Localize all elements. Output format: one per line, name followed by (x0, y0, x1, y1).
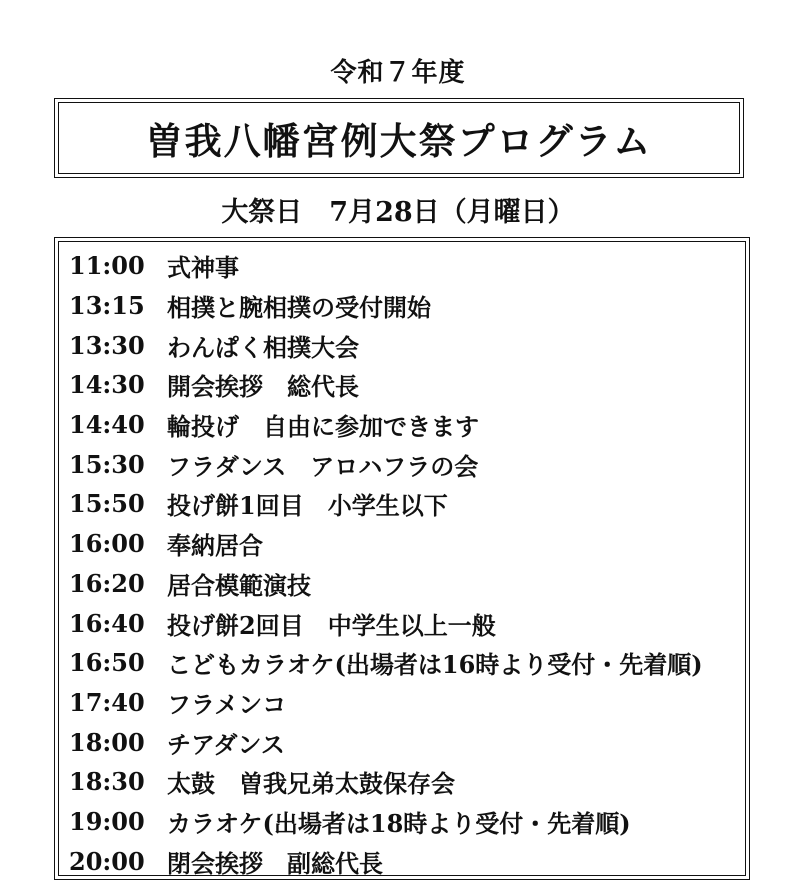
schedule-row (59, 325, 745, 365)
schedule-event: フラダンス アロハフラの会 (167, 451, 479, 481)
schedule-row (59, 841, 745, 881)
schedule-row (59, 286, 745, 326)
schedule-row (59, 484, 745, 524)
schedule-time: 14:40 (69, 410, 145, 440)
schedule-event: 投げ餅2回目 中学生以上一般 (167, 610, 496, 640)
schedule-time: 14:30 (69, 370, 145, 400)
schedule-event: チアダンス (167, 729, 285, 759)
schedule-event: 開会挨拶 総代長 (167, 372, 359, 402)
schedule-time: 13:15 (69, 291, 145, 321)
schedule-row (59, 683, 745, 723)
schedule-row (59, 246, 745, 286)
schedule-time: 16:00 (69, 529, 145, 559)
schedule-event: カラオケ(出場者は18時より受付・先着順) (167, 808, 631, 838)
schedule-time: 15:50 (69, 489, 145, 519)
schedule-row (59, 405, 745, 445)
schedule-time: 11:00 (69, 251, 145, 281)
page-title: 曽我八幡宮例大祭プログラム (145, 119, 653, 163)
schedule-time: 20:00 (69, 846, 145, 876)
schedule-row (59, 603, 745, 643)
schedule-event: 閉会挨拶 副総代長 (167, 848, 383, 878)
schedule-list (59, 246, 745, 881)
schedule-time: 16:40 (69, 608, 145, 638)
schedule-frame-inner (58, 241, 746, 876)
schedule-frame (54, 237, 750, 880)
schedule-event: わんぱく相撲大会 (167, 332, 359, 362)
schedule-event: 奉納居合 (167, 531, 263, 561)
schedule-time: 16:20 (69, 568, 145, 598)
schedule-row (59, 802, 745, 842)
schedule-event: 投げ餅1回目 小学生以下 (167, 491, 448, 521)
schedule-time: 17:40 (69, 687, 145, 717)
schedule-row (59, 444, 745, 484)
schedule-time: 15:30 (69, 449, 145, 479)
year-heading: 令和７年度 (330, 58, 466, 88)
schedule-event: 居合模範演技 (167, 570, 311, 600)
schedule-time: 13:30 (69, 330, 145, 360)
schedule-row (59, 365, 745, 405)
schedule-time: 18:30 (69, 767, 145, 797)
schedule-time: 19:00 (69, 806, 145, 836)
schedule-event: こどもカラオケ(出場者は16時より受付・先着順) (167, 650, 703, 680)
title-frame (54, 98, 744, 178)
schedule-row (59, 643, 745, 683)
schedule-event: 相撲と腕相撲の受付開始 (167, 293, 431, 323)
title-frame-inner (58, 102, 740, 174)
schedule-row (59, 762, 745, 802)
schedule-event: 式神事 (167, 253, 239, 283)
schedule-event: フラメンコ (167, 689, 287, 719)
schedule-row (59, 722, 745, 762)
schedule-event: 太鼓 曽我兄弟太鼓保存会 (167, 769, 455, 799)
schedule-time: 18:00 (69, 727, 145, 757)
schedule-row (59, 564, 745, 604)
schedule-time: 16:50 (69, 648, 145, 678)
festival-date: 大祭日 7月28日（月曜日） (221, 197, 575, 228)
schedule-row (59, 524, 745, 564)
schedule-event: 輪投げ 自由に参加できます (167, 412, 479, 442)
